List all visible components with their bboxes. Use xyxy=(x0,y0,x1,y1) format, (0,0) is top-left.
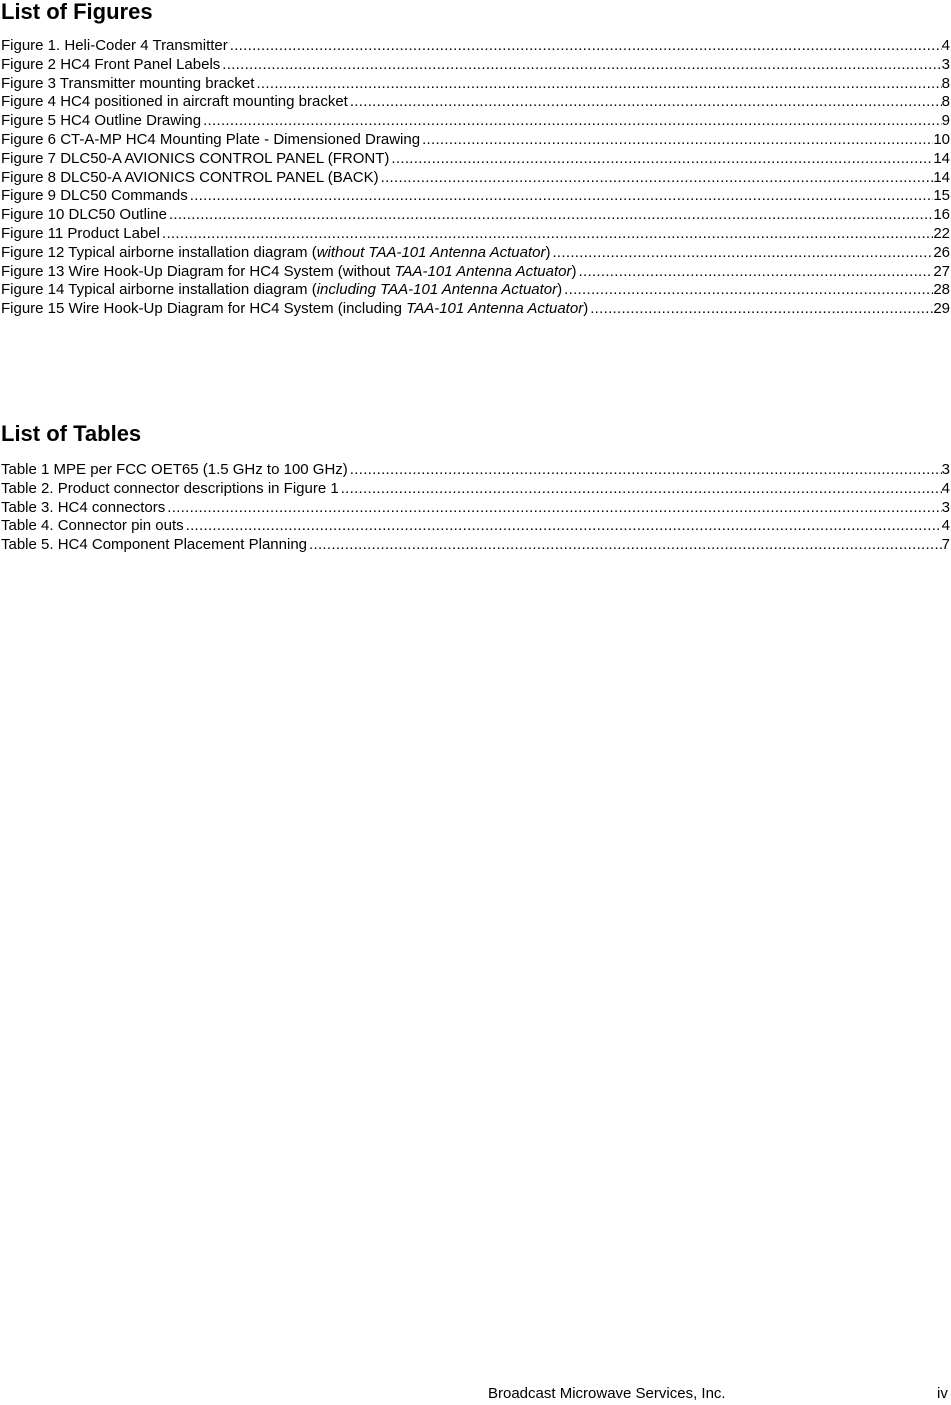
toc-entry-title: Figure 1. Heli-Coder 4 Transmitter xyxy=(1,37,228,54)
toc-page-number: 3 xyxy=(941,55,950,73)
toc-entry-title: Table 5. HC4 Component Placement Planning xyxy=(1,536,308,554)
dot-leader xyxy=(228,37,942,56)
toc-page-number: 3 xyxy=(941,461,950,478)
toc-entry-title: Figure 9 DLC50 Commands xyxy=(1,187,188,205)
toc-entry-title: Figure 14 Typical airborne installation diagram (including TAA-101 Antenna Actuator) xyxy=(1,281,563,299)
list-of-tables-heading: List of Tables xyxy=(1,421,142,446)
figure-toc-entry[interactable] xyxy=(1,244,950,263)
toc-page-number: 10 xyxy=(933,130,950,148)
toc-page-number: 15 xyxy=(933,187,950,205)
toc-entry-title: Figure 3 Transmitter mounting bracket xyxy=(1,74,255,92)
toc-entry-title: Figure 12 Typical airborne installation diagram (without TAA-101 Antenna Actuator) xyxy=(1,243,551,261)
toc-entry-title: Figure 10 DLC50 Outline xyxy=(1,206,167,224)
toc-page-number: 22 xyxy=(933,224,950,242)
toc-page-number: 16 xyxy=(933,206,950,224)
tables-toc-list xyxy=(1,461,950,555)
toc-entry-title: Table 4. Connector pin outs xyxy=(1,517,184,535)
dot-leader xyxy=(348,93,942,112)
toc-entry-title: Table 2. Product connector descriptions in Figure 1 xyxy=(1,479,339,497)
figure-toc-entry[interactable] xyxy=(1,169,950,188)
toc-page-number: 29 xyxy=(933,300,950,318)
table-toc-entry[interactable] xyxy=(1,499,950,518)
dot-leader xyxy=(348,461,942,480)
figure-toc-entry[interactable] xyxy=(1,37,950,56)
figure-toc-entry[interactable] xyxy=(1,300,950,319)
dot-leader xyxy=(420,131,933,150)
figure-toc-entry[interactable] xyxy=(1,281,950,300)
toc-page-number: 7 xyxy=(941,536,950,554)
toc-page-number: 26 xyxy=(933,243,950,261)
toc-page-number: 8 xyxy=(941,93,950,111)
toc-page-number: 28 xyxy=(933,281,950,299)
table-toc-entry[interactable] xyxy=(1,517,950,536)
figure-toc-entry[interactable] xyxy=(1,56,950,75)
toc-entry-title: Figure 4 HC4 positioned in aircraft mounting bracket xyxy=(1,93,348,111)
table-toc-entry[interactable] xyxy=(1,461,950,480)
toc-entry-title: Figure 6 CT-A-MP HC4 Mounting Plate - Dimensioned Drawing xyxy=(1,130,421,148)
toc-entry-title: Table 1 MPE per FCC OET65 (1.5 GHz to 100 GHz) xyxy=(1,461,348,478)
dot-leader xyxy=(588,300,933,319)
toc-page-number: 4 xyxy=(941,517,950,535)
footer-page-number: iv xyxy=(937,1385,948,1402)
dot-leader xyxy=(577,263,934,282)
toc-page-number: 8 xyxy=(941,74,950,92)
figure-toc-entry[interactable] xyxy=(1,131,950,150)
toc-page-number: 14 xyxy=(933,149,950,167)
toc-page-number: 27 xyxy=(933,262,950,280)
dot-leader xyxy=(339,480,942,499)
dot-leader xyxy=(307,536,942,555)
table-toc-entry[interactable] xyxy=(1,536,950,555)
footer-company-name: Broadcast Microwave Services, Inc. xyxy=(488,1385,726,1402)
figure-toc-entry[interactable] xyxy=(1,93,950,112)
toc-entry-title: Figure 2 HC4 Front Panel Labels xyxy=(1,55,221,73)
figures-toc-list xyxy=(1,37,950,319)
dot-leader xyxy=(550,244,933,263)
toc-entry-title: Figure 5 HC4 Outline Drawing xyxy=(1,112,202,130)
toc-page-number: 4 xyxy=(941,479,950,497)
figure-toc-entry[interactable] xyxy=(1,225,950,244)
toc-entry-title: Figure 8 DLC50-A AVIONICS CONTROL PANEL (BACK) xyxy=(1,168,379,186)
toc-entry-title: Figure 7 DLC50-A AVIONICS CONTROL PANEL (FRONT) xyxy=(1,149,390,167)
toc-entry-title: Figure 15 Wire Hook-Up Diagram for HC4 System (including TAA-101 Antenna Actuator) xyxy=(1,300,589,318)
page-footer xyxy=(0,1384,951,1404)
dot-leader xyxy=(220,56,941,75)
dot-leader xyxy=(389,150,933,169)
toc-page-number: 9 xyxy=(941,112,950,130)
toc-entry-title: Figure 11 Product Label xyxy=(1,224,160,242)
toc-page-number: 4 xyxy=(941,37,950,54)
figure-toc-entry[interactable] xyxy=(1,150,950,169)
dot-leader xyxy=(379,169,934,188)
figure-toc-entry[interactable] xyxy=(1,263,950,282)
dot-leader xyxy=(254,75,941,94)
toc-entry-title: Figure 13 Wire Hook-Up Diagram for HC4 System (without TAA-101 Antenna Actuator) xyxy=(1,262,577,280)
list-of-figures-heading: List of Figures xyxy=(1,0,153,24)
dot-leader xyxy=(562,281,933,300)
dot-leader xyxy=(165,499,941,518)
toc-page-number: 3 xyxy=(941,498,950,516)
table-toc-entry[interactable] xyxy=(1,480,950,499)
dot-leader xyxy=(184,517,942,536)
dot-leader xyxy=(160,225,933,244)
toc-entry-title: Table 3. HC4 connectors xyxy=(1,498,166,516)
figure-toc-entry[interactable] xyxy=(1,75,950,94)
figure-toc-entry[interactable] xyxy=(1,187,950,206)
figure-toc-entry[interactable] xyxy=(1,206,950,225)
dot-leader xyxy=(188,187,934,206)
toc-page-number: 14 xyxy=(933,168,950,186)
dot-leader xyxy=(167,206,933,225)
dot-leader xyxy=(201,112,942,131)
figure-toc-entry[interactable] xyxy=(1,112,950,131)
